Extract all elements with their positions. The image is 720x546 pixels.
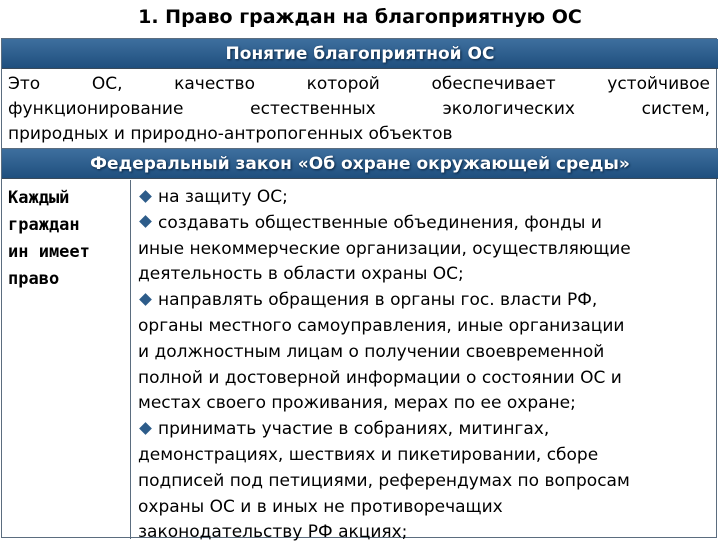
- law-header: Федеральный закон «Об охране окружающей среды»: [2, 149, 718, 179]
- rights-item-line: охраны ОС и в иных не противоречащих: [138, 496, 503, 517]
- subject-line: Каждый: [8, 188, 70, 208]
- rights-item-line: направлять обращения в органы гос. власти РФ,: [158, 290, 598, 311]
- rights-item-line: создавать общественные объединения, фонды и: [158, 212, 602, 233]
- diamond-bullet-icon: [139, 422, 152, 435]
- rights-item-line: на защиту ОС;: [158, 187, 288, 207]
- rights-item-line: и должностным лицам о получении своевременной: [138, 341, 605, 362]
- rights-item: [138, 417, 712, 546]
- concept-header: Понятие благоприятной ОС: [2, 39, 718, 69]
- rights-list: [138, 185, 712, 546]
- diamond-bullet-icon: [139, 293, 152, 306]
- rights-item: [138, 211, 712, 288]
- rights-item-line: деятельность в области охраны ОС;: [138, 264, 464, 285]
- diamond-bullet-icon: [139, 190, 152, 203]
- rights-item-line: полной и достоверной информации о состоянии ОС и: [138, 367, 622, 388]
- definition-line: функционирование естественных экологических систем,: [8, 99, 710, 119]
- rights-item-line: иные некоммерческие организации, осуществляющие: [138, 238, 631, 259]
- rights-item-line: подписей под петициями, референдумах по вопросам: [138, 470, 630, 491]
- definition-line: Это ОС, качество которой обеспечивает устойчивое: [8, 74, 710, 94]
- subject-line: ин имеет: [8, 242, 90, 262]
- rights-item-line: принимать участие в собраниях, митингах,: [158, 419, 550, 440]
- definition-line: природных и природно-антропогенных объектов: [8, 124, 453, 144]
- rights-item-line: органы местного самоуправления, иные организации: [138, 315, 625, 336]
- rights-item-line: местах своего проживания, мерах по ее охране;: [138, 393, 576, 414]
- rights-subject: [8, 185, 126, 293]
- diamond-bullet-icon: [139, 215, 152, 228]
- content-table: [1, 38, 717, 543]
- column-divider: [130, 180, 131, 539]
- rights-item: [138, 288, 712, 417]
- subject-line: граждан: [8, 215, 80, 235]
- rights-item-line: законодательству РФ акциях;: [138, 522, 408, 543]
- concept-definition: [8, 72, 710, 147]
- rights-item: [138, 185, 712, 211]
- rights-item-line: демонстрациях, шествиях и пикетировании, сборе: [138, 444, 599, 465]
- subject-line: право: [8, 269, 60, 289]
- slide-title: 1. Право граждан на благоприятную ОС: [138, 6, 582, 28]
